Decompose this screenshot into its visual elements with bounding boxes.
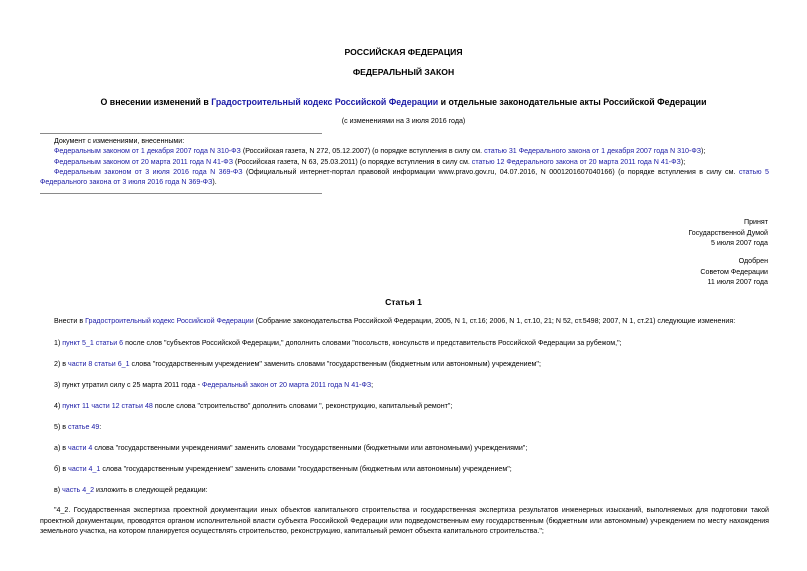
item-5v-link[interactable]: часть 4_2 — [62, 486, 95, 494]
item-5v — [54, 485, 769, 496]
title-code-link[interactable]: Градостроительный кодекс Российской Федерации — [211, 97, 439, 107]
item-5-pre: 5) в — [54, 423, 69, 431]
item-5a-pre: а) в — [54, 444, 69, 452]
doc-subtitle: (с изменениями на 3 июля 2016 года) — [341, 117, 466, 125]
adopted-line-3: 5 июля 2007 года — [710, 239, 768, 247]
approved-line-2: Советом Федерации — [700, 267, 768, 276]
divider-bottom — [40, 193, 322, 194]
item-5v-post: изложить в следующей редакции: — [94, 486, 208, 494]
item-4 — [54, 401, 769, 412]
item-4-pre: 4) — [54, 402, 63, 410]
article-31-link[interactable]: статью 31 Федерального закона от 1 декабря 2007 года N 310-ФЗ — [484, 147, 702, 155]
doc-title-post: и отдельные законодательные акты Российской Федерации — [438, 97, 707, 107]
change-line-2-text: (Российская газета, N 63, 25.03.2011) (о порядке вступления в силу см. — [233, 157, 472, 166]
change-line-3-text: (Официальный интернет-портал правовой информации www.pravo.gov.ru, 04.07.2016, N 0001201607040166) (о порядке вступления в силу см. — [242, 168, 739, 176]
article-intro — [54, 316, 769, 327]
item-2 — [54, 359, 769, 370]
code-link[interactable]: Градостроительный кодекс Российской Федерации — [85, 317, 254, 325]
item-5a-link[interactable]: части 4 — [68, 444, 93, 452]
adopted-line-1: Принят — [743, 218, 768, 226]
adopted-line-2: Государственной Думой — [688, 228, 768, 237]
doc-type-heading: ФЕДЕРАЛЬНЫЙ ЗАКОН — [352, 67, 455, 77]
quoted-paragraph: "4_2. Государственная экспертиза проектной документации иных объектов капитального строительства и государственная экспертиза результатов инженерных изысканий, выполняемых для подготовки такой проектной документации, проводятся органом исполнительной власти субъекта Российской Федерации или подведомственным ему государственным (бюджетным или автономным) учреждением по месту нахождения земельного участка, на котором планируется осуществлять строительство, реконструкцию, капитальный ремонт объекта капитального строительства."; — [40, 506, 769, 536]
divider-top — [40, 133, 322, 134]
item-4-link[interactable]: пункт 11 части 12 статьи 48 — [62, 402, 153, 410]
change-line-3-end: ). — [212, 178, 217, 187]
approved-line-1: Одобрен — [738, 257, 768, 265]
changes-intro: Документ с изменениями, внесенными: — [54, 137, 185, 145]
law-369-ref-link[interactable]: Федерального закона от 3 июля 2016 года N 369-ФЗ — [40, 178, 213, 187]
approved-block — [700, 256, 768, 288]
item-5-post: : — [99, 423, 102, 431]
article-12-link[interactable]: статью 12 Федерального закона от 20 марта 2011 года N 41-ФЗ — [471, 157, 681, 166]
change-line-1 — [54, 146, 769, 157]
change-line-2 — [54, 157, 769, 168]
item-5b — [54, 464, 769, 475]
approved-line-3: 11 июля 2007 года — [707, 278, 768, 286]
change-line-1-text: (Российская газета, N 272, 05.12.2007) (о порядке вступления в силу см. — [240, 147, 485, 155]
item-5-link[interactable]: статье 49 — [68, 423, 100, 431]
change-line-2-end: ); — [680, 157, 686, 166]
item-5b-pre: б) в — [54, 465, 69, 473]
law-310-link[interactable]: Федеральным законом от 1 декабря 2007 года N 310-ФЗ — [54, 147, 241, 155]
law-369-link[interactable]: Федеральным законом от 3 июля 2016 года N 369-ФЗ — [54, 168, 243, 176]
item-5 — [54, 422, 769, 433]
item-1-pre: 1) — [54, 339, 63, 347]
item-5b-post: слова "государственным учреждением" заменить словами "государственным (бюджетным или автономным) учреждением"; — [100, 465, 512, 473]
item-2-link[interactable]: части 8 статьи 6_1 — [68, 360, 130, 368]
article-title: Статья 1 — [385, 297, 422, 307]
item-3-link[interactable]: Федеральный закон от 20 марта 2011 года N 41-ФЗ — [201, 381, 372, 389]
item-2-post: слова "государственным учреждением" заменить словами "государственным (бюджетным или автономным) учреждением"; — [129, 360, 541, 368]
article-intro-pre: Внести в — [54, 317, 86, 325]
item-5a — [54, 443, 769, 454]
change-line-3 — [40, 167, 769, 188]
item-1 — [54, 338, 769, 349]
item-4-post: после слова "строительство" дополнить словами ", реконструкцию, капитальный ремонт"; — [152, 402, 453, 410]
doc-country-heading: РОССИЙСКАЯ ФЕДЕРАЦИЯ — [344, 47, 463, 57]
item-5b-link[interactable]: части 4_1 — [68, 465, 101, 473]
article-5-link[interactable]: статью 5 — [738, 168, 769, 176]
item-5v-pre: в) — [54, 486, 63, 494]
item-3 — [54, 380, 769, 391]
item-2-pre: 2) в — [54, 360, 69, 368]
adopted-block — [688, 217, 768, 249]
item-1-post: после слов "субъектов Российской Федерации," дополнить словами "посольств, консульств и представительств Российской Федерации за рубежом,"; — [123, 339, 622, 347]
change-line-1-end: ); — [701, 147, 706, 155]
article-intro-post: (Собрание законодательства Российской Федерации, 2005, N 1, ст.16; 2006, N 1, ст.10, 21; N 52, ст.5498; 2007, N 1, ст.21) следующие изменения: — [253, 317, 736, 325]
law-41-link[interactable]: Федеральным законом от 20 марта 2011 года N 41-ФЗ — [54, 157, 233, 166]
doc-title — [0, 97, 807, 107]
item-3-pre: 3) пункт утратил силу с 25 марта 2011 года - — [54, 381, 202, 389]
item-5a-post: слова "государственными учреждениями" заменить словами "государственными (бюджетными или автономными) учреждениями"; — [92, 444, 528, 452]
doc-title-pre: О внесении изменений в — [100, 97, 212, 107]
item-3-post: ; — [371, 381, 374, 389]
item-1-link[interactable]: пункт 5_1 статьи 6 — [62, 339, 124, 347]
